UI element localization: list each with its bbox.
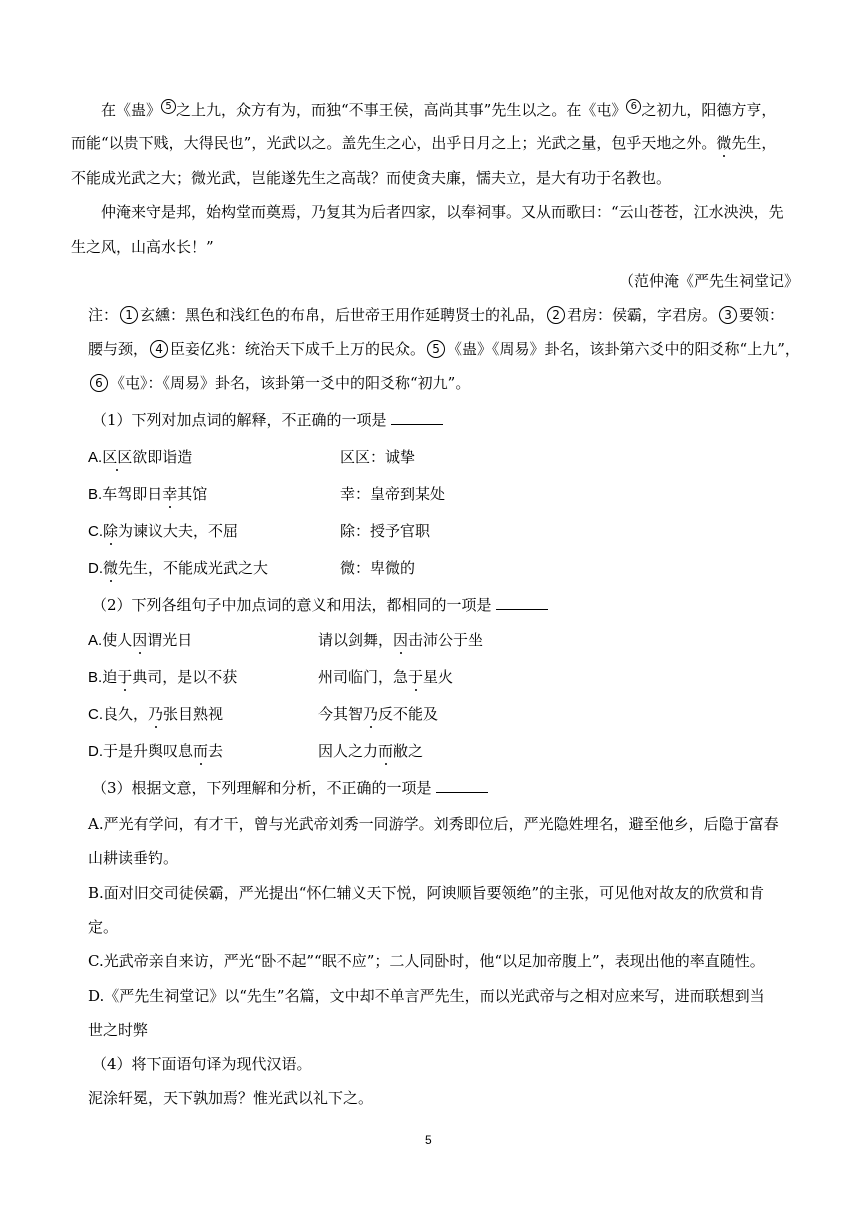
note-number-2: 2: [547, 306, 565, 324]
q3-option-b-line1[interactable]: B.面对旧交司徒侯霸，严光提出“怀仁辅义天下悦，阿谀顺旨要领绝”的主张，可见他对故友的欣赏和肯: [88, 884, 765, 902]
q2-option-c-pair: 今其智乃反不能及: [318, 705, 439, 723]
note-number-5: 5: [427, 340, 445, 358]
q1-option-b[interactable]: B.车驾即日幸其馆: [88, 485, 208, 503]
dotted-word: 微: [716, 134, 732, 152]
para2-line2: 生之风，山高水长！”: [71, 238, 214, 256]
note-number-3: 3: [719, 306, 737, 324]
footnote-ref-5: 5: [161, 99, 176, 114]
q3-option-c[interactable]: C.光武帝亲自来访，严光“卧不起”“眠不应”；二人同卧时，他“以足加帝腹上”，表现出他的率直随性。: [88, 952, 765, 970]
q2-option-a[interactable]: A.使人因谓光日: [88, 631, 193, 649]
q3-option-a-line1[interactable]: A.严光有学问，有才干，曾与光武帝刘秀一同游学。刘秀即位后，严光隐姓埋名，避至他乡，后隐于富春: [88, 815, 779, 833]
q1-option-d-gloss: 微：卑微的: [340, 559, 416, 577]
footnote-ref-6: 6: [626, 99, 641, 114]
q3-option-d-line1[interactable]: D.《严先生祠堂记》以“先生”名篇，文中却不单言严先生，而以光武帝与之相对应来写，进而联想到当: [88, 987, 765, 1005]
notes-line1: 注： 1 玄纁：黑色和浅红色的布帛，后世帝王用作延聘贤士的礼品， 2 君房：侯霸，字君房。 3 要领：: [88, 306, 785, 324]
notes-line2: 腰与颈， 4 臣妾亿兆：统治天下成千上万的民众。 5 《蛊》《周易》卦名，该卦第六爻中的阳爻称“上九”，: [88, 340, 800, 358]
q1-stem: （1）下列对加点词的解释，不正确的一项是: [92, 410, 443, 430]
source-citation: （范仲淹《严先生祠堂记》: [619, 272, 800, 290]
q3-option-a-line2: 山耕读垂钓。: [88, 849, 179, 867]
q2-option-d-pair: 因人之力而敝之: [318, 742, 424, 760]
para1-line1: 在《蛊》 5 之上九，众方有为，而独“不事王侯，高尚其事”先生以之。在《屯》 6 之初九，阳德方亨，: [101, 101, 777, 119]
q2-option-b[interactable]: B.迫于典司，是以不获: [88, 668, 238, 686]
note-number-1: 1: [120, 306, 138, 324]
note-number-4: 4: [150, 340, 168, 358]
q1-option-c[interactable]: C.除为谏议大夫，不屈: [88, 522, 239, 540]
q2-stem: （2）下列各组句子中加点词的意义和用法，都相同的一项是: [92, 595, 548, 615]
para1-line2: 而能“以贵下贱，大得民也”，光武以之。盖先生之心，出乎日月之上；光武之量，包乎天地之外。微先生，: [71, 134, 777, 152]
answer-blank[interactable]: [496, 595, 548, 610]
notes-line3: 6 《屯》：《周易》卦名，该卦第一爻中的阳爻称“初九”。: [88, 373, 470, 393]
q2-option-a-pair: 请以剑舞，因击沛公于坐: [318, 631, 484, 649]
q3-option-b-line2: 定。: [88, 918, 119, 936]
q1-option-a-gloss: 区区：诚挚: [340, 448, 416, 466]
q3-option-d-line2: 世之时弊: [88, 1021, 149, 1039]
q1-option-a[interactable]: A.区区欲即诣造: [88, 448, 193, 466]
q2-option-c[interactable]: C.良久，乃张目熟视: [88, 705, 224, 723]
answer-blank[interactable]: [436, 778, 488, 793]
q2-option-d[interactable]: D.于是升舆叹息而去: [88, 742, 224, 760]
para2-line1: 仲淹来守是邦，始构堂而奠焉，乃复其为后者四家，以奉祠事。又从而歌曰：“云山苍苍，江水泱泱，先: [101, 203, 784, 221]
q2-option-b-pair: 州司临门，急于星火: [318, 668, 454, 686]
q1-option-b-gloss: 幸：皇帝到某处: [340, 485, 446, 503]
answer-blank[interactable]: [391, 410, 443, 425]
note-number-6: 6: [90, 374, 108, 392]
q4-stem: （4）将下面语句译为现代汉语。: [92, 1055, 312, 1073]
q1-option-d[interactable]: D.微先生，不能成光武之大: [88, 559, 269, 577]
page-number: 5: [425, 1133, 432, 1147]
q3-stem: （3）根据文意，下列理解和分析，不正确的一项是: [92, 778, 488, 798]
para1-line3: 不能成光武之大；微光武，岂能遂先生之高哉？而使贪夫廉，懦夫立，是大有功于名教也。: [71, 169, 672, 187]
q4-sentence: 泥涂轩冕，天下孰加焉？惟光武以礼下之。: [88, 1089, 374, 1107]
q1-option-c-gloss: 除：授予官职: [340, 522, 431, 540]
